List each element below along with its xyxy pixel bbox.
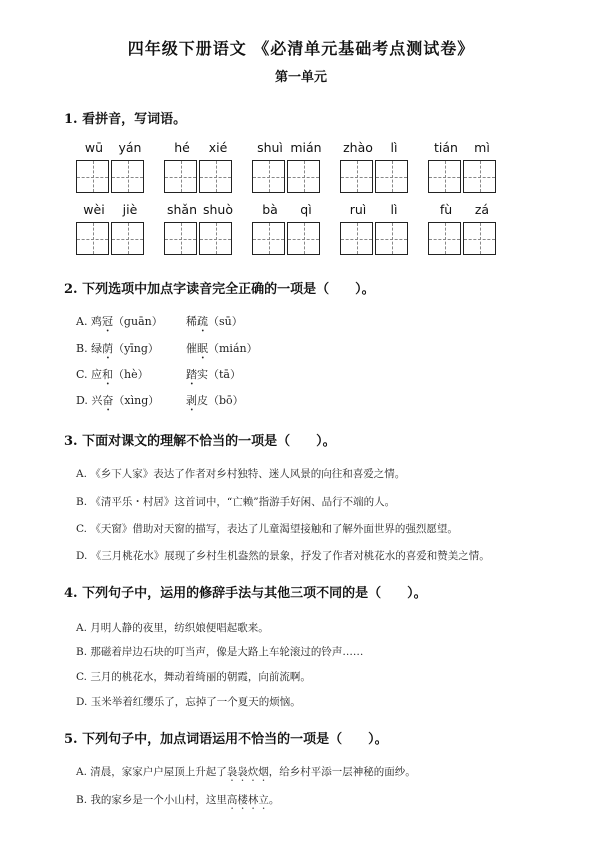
pinyin-syllable: tián	[434, 140, 458, 155]
pinyin-word-group	[428, 202, 500, 255]
pinyin-syllable: hé	[174, 140, 190, 155]
pinyin-syllable: ruì	[349, 202, 367, 217]
option-text: A. 鸡	[76, 315, 102, 328]
question-2-option-right	[186, 366, 241, 388]
pinyin-word-group	[252, 140, 324, 193]
pinyin-syllable: shuò	[202, 202, 233, 217]
question-2-option-left	[76, 313, 163, 335]
pinyin-syllable: shǎn	[166, 202, 198, 217]
question-2-option-left	[76, 392, 159, 414]
pinyin-syllable: wū	[84, 140, 104, 155]
pinyin-syllable: shuì	[257, 140, 283, 155]
question-3-title: 3. 下面对课文的理解不恰当的一项是（ ）。	[64, 434, 336, 449]
question-3-option-c: C. 《天窗》借助对天窗的描写，表达了儿童渴望接触和了解外面世界的强烈愿望。	[76, 523, 458, 535]
pinyin-word-group	[428, 140, 500, 193]
pinyin-label	[252, 140, 324, 156]
option-text: B. 我的家乡是一个小山村，这里	[76, 794, 227, 806]
question-4-option-d: D. 玉米举着红缨乐了，忘掉了一个夏天的烦恼。	[76, 696, 301, 708]
question-2-option-right	[186, 340, 258, 362]
question-2-option-right	[186, 392, 244, 414]
question-4-option-a: A. 月明人静的夜里，纺织娘便唱起歌来。	[76, 622, 269, 634]
pinyin-label	[164, 140, 236, 156]
question-2-option-left	[76, 366, 149, 388]
question-1-title: 1. 看拼音，写词语。	[64, 112, 187, 127]
option-text: 实（tā）	[197, 368, 241, 381]
dotted-char: 疏	[197, 315, 208, 328]
pinyin-label	[164, 202, 236, 218]
option-text: （mián）	[208, 342, 258, 355]
pinyin-label	[340, 202, 412, 218]
question-3-option-a: A. 《乡下人家》表达了作者对乡村独特、迷人风景的向往和喜爱之情。	[76, 468, 406, 480]
dotted-phrase: 袅袅炊烟	[226, 766, 269, 778]
writing-box[interactable]	[375, 222, 408, 255]
writing-box[interactable]	[199, 160, 232, 193]
pinyin-word-group	[164, 140, 236, 193]
option-text: D. 兴	[76, 394, 103, 407]
pinyin-label	[76, 140, 148, 156]
writing-box[interactable]	[287, 160, 320, 193]
pinyin-word-group	[340, 140, 412, 193]
pinyin-word-group	[76, 202, 148, 255]
option-text: （yīng）	[113, 342, 159, 355]
writing-box[interactable]	[287, 222, 320, 255]
question-2-title: 2. 下列选项中加点字读音完全正确的一项是（ ）。	[64, 282, 375, 297]
question-3-option-d: D. 《三月桃花水》展现了乡村生机盎然的景象，抒发了作者对桃花水的喜爱和赞美之情。	[76, 550, 490, 562]
question-2-option-right	[186, 313, 243, 335]
pinyin-syllable: wèi	[83, 202, 105, 217]
pinyin-syllable: mián	[290, 140, 322, 155]
writing-box[interactable]	[463, 160, 496, 193]
pinyin-syllable: fù	[439, 202, 453, 217]
pinyin-word-group	[252, 202, 324, 255]
dotted-char: 踏	[186, 368, 197, 381]
dotted-char: 冠	[101, 315, 113, 328]
dotted-char: 剥	[186, 394, 197, 407]
option-text: 稀	[186, 315, 197, 328]
dotted-char: 荫	[102, 342, 114, 355]
question-3-option-b: B. 《清平乐・村居》这首词中，“亡赖”指游手好闲、品行不端的人。	[76, 496, 396, 508]
pinyin-label	[428, 202, 500, 218]
writing-box[interactable]	[164, 222, 197, 255]
question-5-title: 5. 下列句子中，加点词语运用不恰当的一项是（ ）。	[64, 732, 388, 747]
writing-box[interactable]	[340, 222, 373, 255]
writing-box[interactable]	[76, 222, 109, 255]
pinyin-syllable: xié	[208, 140, 228, 155]
pinyin-syllable: mì	[474, 140, 490, 155]
writing-box[interactable]	[428, 160, 461, 193]
writing-box[interactable]	[76, 160, 109, 193]
pinyin-syllable: jiè	[122, 202, 138, 217]
writing-box[interactable]	[428, 222, 461, 255]
pinyin-word-group	[340, 202, 412, 255]
writing-box[interactable]	[463, 222, 496, 255]
pinyin-syllable: qì	[300, 202, 312, 217]
writing-box[interactable]	[252, 222, 285, 255]
question-4-title: 4. 下列句子中，运用的修辞手法与其他三项不同的是（ ）。	[64, 586, 427, 601]
option-text: B. 绿	[76, 342, 103, 355]
option-text: C. 应	[76, 368, 103, 381]
pinyin-syllable: bà	[262, 202, 278, 217]
pinyin-syllable: zá	[474, 202, 490, 217]
pinyin-syllable: lì	[390, 202, 398, 217]
option-text: 催	[186, 342, 197, 355]
writing-box[interactable]	[252, 160, 285, 193]
pinyin-syllable: lì	[390, 140, 398, 155]
writing-box[interactable]	[111, 160, 144, 193]
question-5-option-a	[76, 764, 416, 784]
question-5-option-b	[76, 792, 279, 812]
pinyin-syllable: zhào	[343, 140, 373, 155]
option-text: （hè）	[113, 368, 149, 381]
writing-box[interactable]	[164, 160, 197, 193]
question-4-option-c: C. 三月的桃花水，舞动着绮丽的朝霞，向前流啊。	[76, 671, 311, 683]
pinyin-label	[428, 140, 500, 156]
option-text: （sū）	[208, 315, 243, 328]
question-4-option-b: B. 那磁着岸边石块的叮当声，像是大路上车轮滚过的铃声……	[76, 646, 364, 658]
pinyin-label	[76, 202, 148, 218]
writing-box[interactable]	[199, 222, 232, 255]
dotted-phrase: 高楼林立	[226, 794, 269, 806]
pinyin-syllable: yán	[118, 140, 142, 155]
writing-box[interactable]	[340, 160, 373, 193]
pinyin-word-group	[76, 140, 148, 193]
option-text: ，给乡村平添一层神秘的面纱。	[268, 766, 416, 778]
option-text: 。	[268, 794, 280, 806]
pinyin-label	[340, 140, 412, 156]
question-2-option-left	[76, 340, 159, 362]
page-title: 四年级下册语文 《必清单元基础考点测试卷》	[127, 39, 475, 58]
writing-box[interactable]	[375, 160, 408, 193]
option-text: A. 清晨，家家户户屋顶上升起了	[76, 766, 227, 778]
dotted-char: 眠	[197, 342, 208, 355]
writing-box[interactable]	[111, 222, 144, 255]
option-text: 皮（bō）	[197, 394, 244, 407]
dotted-char: 和	[102, 368, 114, 381]
pinyin-label	[252, 202, 324, 218]
option-text: （xìng）	[113, 394, 160, 407]
unit-subtitle: 第一单元	[274, 70, 327, 85]
option-text: （guān）	[112, 315, 163, 328]
pinyin-word-group	[164, 202, 236, 255]
dotted-char: 奋	[102, 394, 114, 407]
